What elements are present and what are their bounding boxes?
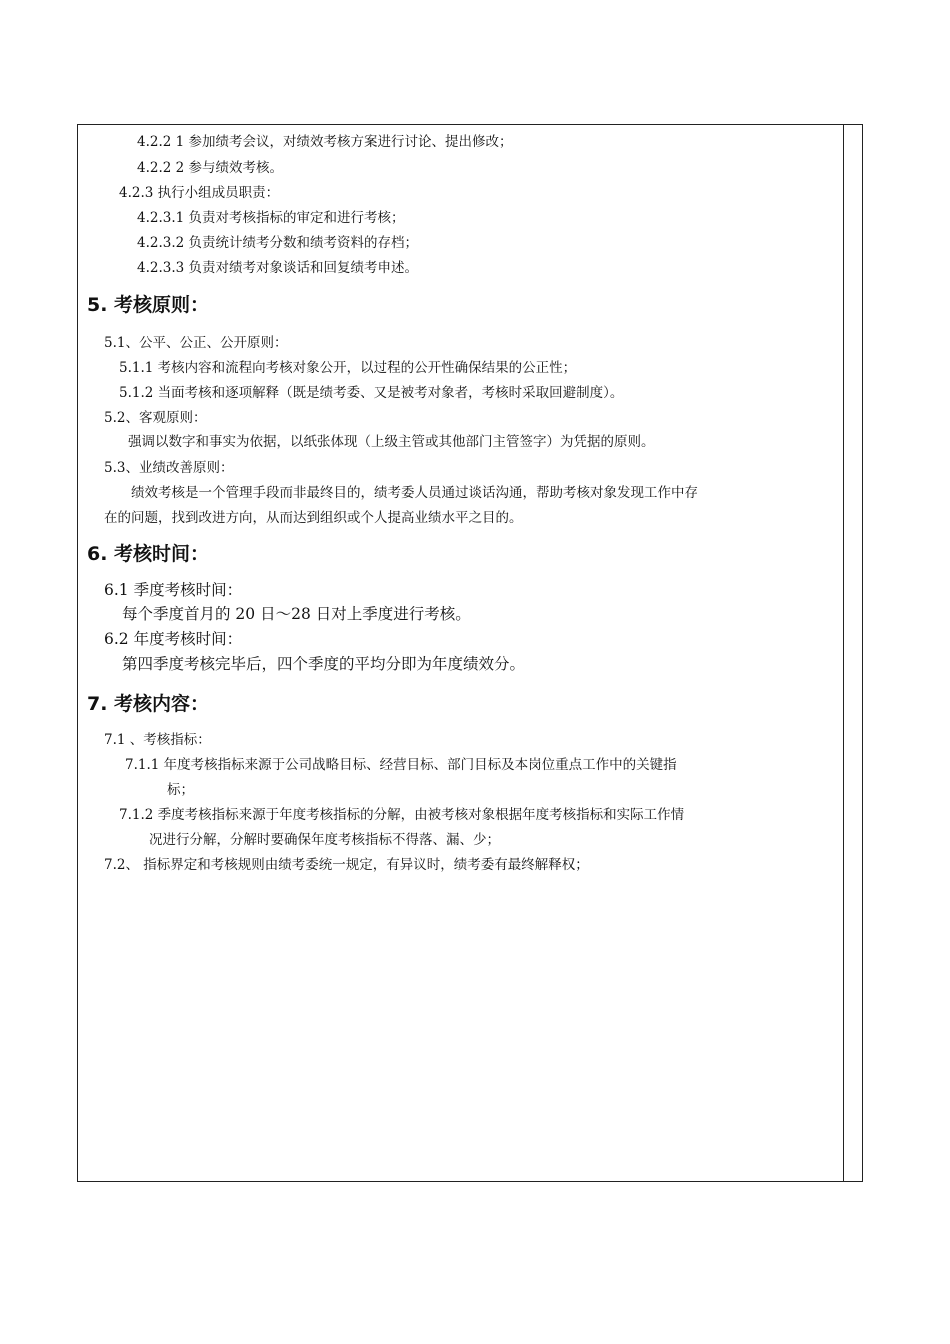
section-5-heading: 5. 考核原则： [87,294,210,316]
item-4-2-2-2: 4.2.2 2 参与绩效考核。 [137,160,284,176]
item-7-1-2-line1: 7.1.2 季度考核指标来源于年度考核指标的分解，由被考核对象根据年度考核指标和实际工作情 [119,807,685,823]
section-7-heading: 7. 考核内容： [87,693,210,715]
item-7-2: 7.2、 指标界定和考核规则由绩考委统一规定，有异议时，绩考委有最终解释权； [104,857,589,873]
item-5-3-text-line2: 在的问题，找到改进方向，从而达到组织或个人提高业绩水平之目的。 [104,510,523,526]
item-7-1-1-line1: 7.1.1 年度考核指标来源于公司战略目标、经营目标、部门目标及本岗位重点工作中的关键指 [125,757,677,773]
item-4-2-2-1: 4.2.2 1 参加绩考会议，对绩效考核方案进行讨论、提出修改； [137,134,513,150]
item-5-1: 5.1、公平、公正、公开原则： [104,335,288,351]
item-5-2: 5.2、客观原则： [104,410,207,426]
item-4-2-3-2: 4.2.3.2 负责统计绩考分数和绩考资料的存档； [137,235,419,251]
item-5-2-text: 强调以数字和事实为依据，以纸张体现（上级主管或其他部门主管签字）为凭据的原则。 [128,434,655,450]
item-5-1-1: 5.1.1 考核内容和流程向考核对象公开，以过程的公开性确保结果的公正性； [119,360,577,376]
section-6-heading: 6. 考核时间： [87,543,210,565]
item-7-1: 7.1 、考核指标： [104,732,211,748]
item-7-1-2-line2: 况进行分解，分解时要确保年度考核指标不得落、漏、少； [149,832,500,848]
item-6-1: 6.1 季度考核时间： [104,581,243,599]
item-6-2: 6.2 年度考核时间： [104,630,243,648]
item-6-1-text: 每个季度首月的 20 日～28 日对上季度进行考核。 [122,605,471,623]
item-4-2-3: 4.2.3 执行小组成员职责： [119,185,280,201]
item-5-3-text-line1: 绩效考核是一个管理手段而非最终目的，绩考委人员通过谈话沟通，帮助考核对象发现工作中存 [131,485,698,501]
item-6-2-text: 第四季度考核完毕后，四个季度的平均分即为年度绩效分。 [122,655,526,673]
item-4-2-3-3: 4.2.3.3 负责对绩考对象谈话和回复绩考申述。 [137,260,419,276]
item-7-1-1-line2: 标； [167,782,194,798]
item-5-3: 5.3、业绩改善原则： [104,460,234,476]
item-4-2-3-1: 4.2.3.1 负责对考核指标的审定和进行考核； [137,210,405,226]
item-5-1-2: 5.1.2 当面考核和逐项解释（既是绩考委、又是被考对象者，考核时采取回避制度）。 [119,385,624,401]
right-column-divider [843,124,844,1182]
